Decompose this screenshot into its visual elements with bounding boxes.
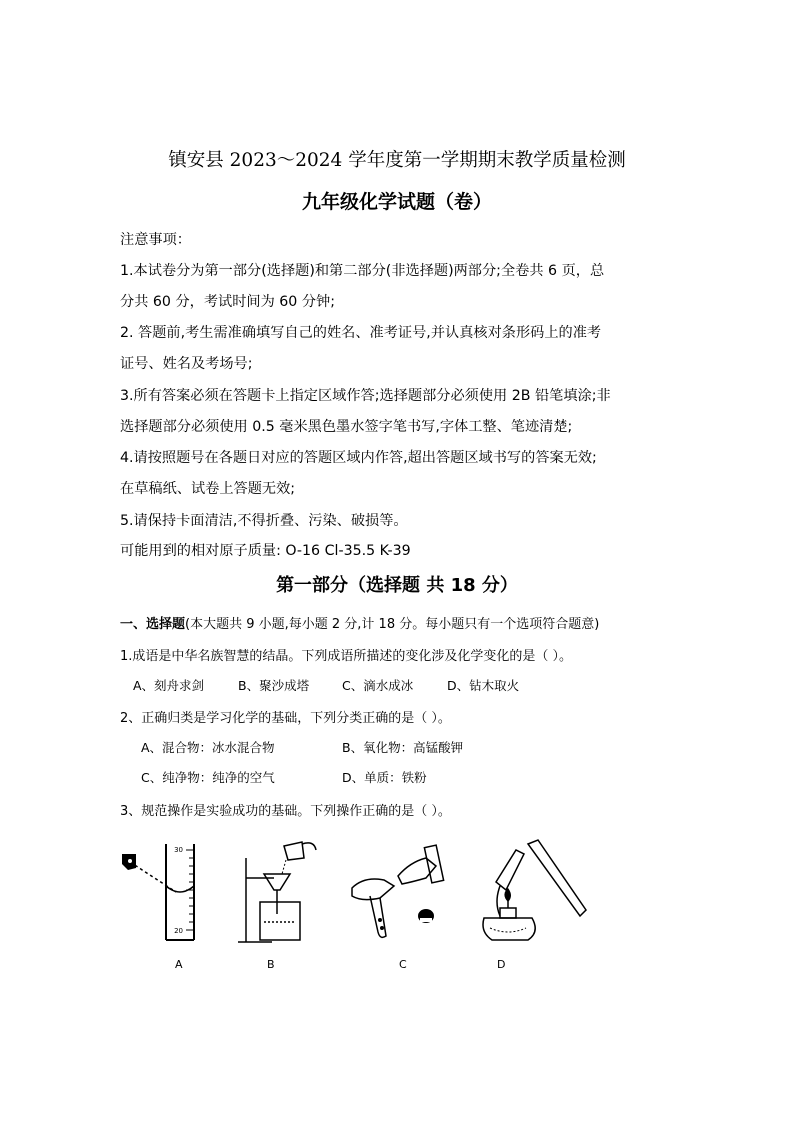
section-label: 一、选择题: [120, 617, 186, 632]
notice-line: 5.请保持卡面清洁,不得折叠、污染、破损等。: [120, 513, 408, 529]
notice-line: 在草稿纸、试卷上答题无效;: [120, 481, 296, 497]
option-d: D、钻木取火: [447, 678, 520, 693]
solid-addition-figure: [340, 836, 460, 946]
filtration-figure: [232, 836, 332, 946]
cylinder-reading-figure: [116, 836, 216, 946]
tick-label: 30: [174, 846, 183, 854]
option-c: C、纯净物：纯净的空气: [141, 770, 275, 785]
notice-line: 2. 答题前,考生需准确填写自己的姓名、准考证号,并认真核对条形码上的准考: [120, 325, 602, 341]
figure-label-d: D: [497, 958, 506, 971]
exam-title: 镇安县 2023～2024 学年度第一学期期末教学质量检测: [168, 150, 626, 171]
option-a: A、混合物：冰水混合物: [141, 740, 275, 755]
option-b: B、聚沙成塔: [238, 678, 310, 693]
exam-subtitle: 九年级化学试题（卷）: [301, 191, 492, 213]
question-stem: 2、正确归类是学习化学的基础，下列分类正确的是（ ）。: [120, 711, 451, 726]
option-a: A、刻舟求剑: [133, 678, 205, 693]
question-stem: 1.成语是中华名族智慧的结晶。下列成语所描述的变化涉及化学变化的是（ ）。: [120, 649, 573, 664]
notice-line: 证号、姓名及考场号;: [120, 356, 253, 372]
notice-line: 分共 60 分，考试时间为 60 分钟;: [120, 294, 335, 310]
section-note: (本大题共 9 小题,每小题 2 分,计 18 分。每小题只有一个选项符合题意): [185, 617, 600, 632]
notice-heading: 注意事项：: [120, 232, 191, 248]
option-d: D、单质：铁粉: [342, 770, 427, 785]
question-stem: 3、规范操作是实验成功的基础。下列操作正确的是（ ）。: [120, 804, 451, 819]
option-c: C、滴水成冰: [342, 678, 414, 693]
atomic-mass-line: 可能用到的相对原子质量: O-16 Cl-35.5 K-39: [120, 543, 411, 559]
tick-label: 20: [174, 927, 183, 935]
notice-line: 选择题部分必须使用 0.5 毫米黑色墨水签字笔书写,字体工整、笔迹清楚;: [120, 419, 573, 435]
section-title: [120, 613, 599, 632]
notice-line: 1.本试卷分为第一部分(选择题)和第二部分(非选择题)两部分;全卷共 6 页，总: [120, 263, 605, 279]
figure-label-a: A: [175, 958, 183, 971]
notice-line: 3.所有答案必须在答题卡上指定区域作答;选择题部分必须使用 2B 铅笔填涂;非: [120, 388, 611, 404]
figure-label-b: B: [267, 958, 275, 971]
heating-liquid-figure: [470, 836, 600, 946]
figure-label-c: C: [399, 958, 407, 971]
notice-line: 4.请按照题号在各题日对应的答题区域内作答,超出答题区域书写的答案无效;: [120, 450, 597, 466]
part1-heading: 第一部分（选择题 共 18 分）: [276, 575, 518, 596]
option-b: B、氧化物：高锰酸钾: [342, 740, 464, 755]
